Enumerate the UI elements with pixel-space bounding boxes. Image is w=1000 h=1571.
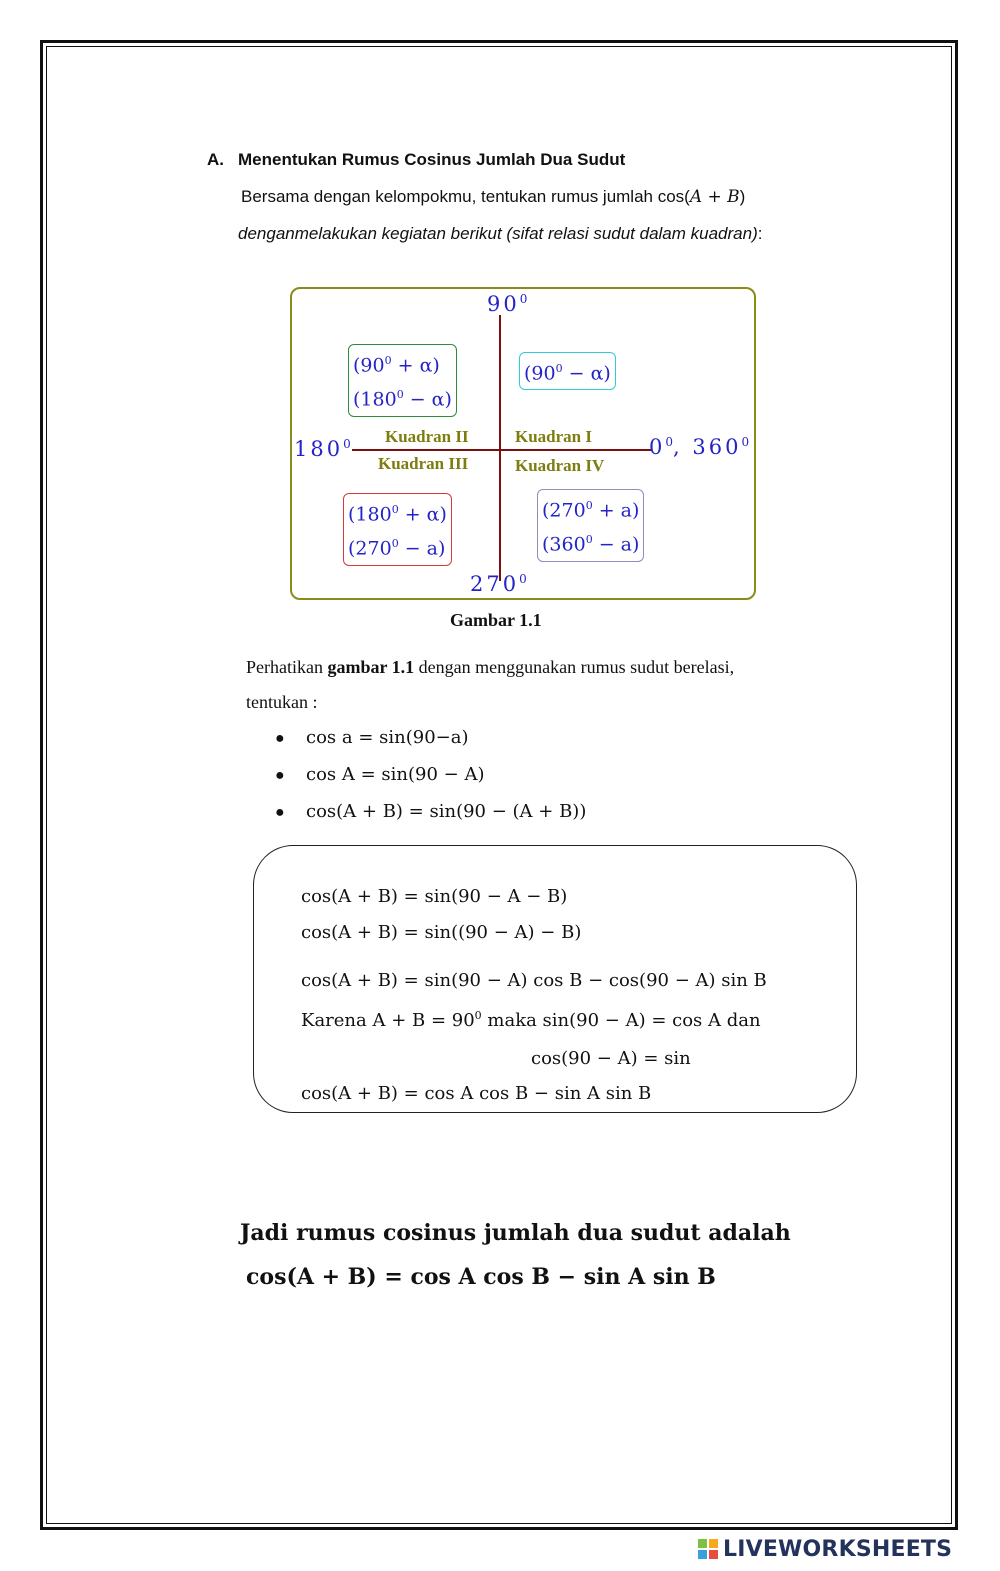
quadrant-3-relations: $(180^0 + \alpha)$ $(270^0 - a)$ <box>343 493 452 566</box>
proof-box <box>253 845 857 1113</box>
label-kuadran-3: Kuadran III <box>378 454 469 473</box>
label-kuadran-2: Kuadran II <box>385 427 469 446</box>
list-item: ● cos A = sin(90 − A) <box>275 764 485 785</box>
quadrant-4-relations: $(270^0 + a)$ $(360^0 - a)$ <box>537 489 644 562</box>
label-90-degrees: $90^0$ <box>487 292 528 316</box>
proof-line-1: cos(A + B) = sin(90 − A − B) <box>301 886 568 907</box>
logo-text: LIVEWORKSHEETS <box>723 1536 953 1562</box>
list-item: ● cos a = sin(90−a) <box>275 727 469 748</box>
label-180-degrees: $180^0$ <box>294 437 351 461</box>
proof-line-4: Karena $A + B = 90^0$ maka sin(90 − A) = cos A dan <box>301 1009 761 1031</box>
label-kuadran-1: Kuadran I <box>515 427 592 446</box>
proof-line-5: cos(90 − A) = sin <box>531 1048 691 1069</box>
bullet-dot-icon: ● <box>275 730 285 747</box>
proof-line-6: cos(A + B) = cos A cos B − sin A sin B <box>301 1083 652 1104</box>
vertical-axis <box>499 315 501 581</box>
proof-line-3: cos(A + B) = sin(90 − A) cos B − cos(90 − A) sin B <box>301 970 767 991</box>
conclusion-formula: cos(A + B) = cos A cos B − sin A sin B <box>246 1264 716 1290</box>
figure-caption: Gambar 1.1 <box>450 610 542 630</box>
instruction-line-2: tentukan : <box>246 692 318 712</box>
activity-instruction <box>238 224 762 244</box>
conclusion-heading: Jadi rumus cosinus jumlah dua sudut adalah <box>240 1220 791 1246</box>
label-270-degrees: $270^0$ <box>470 572 527 596</box>
section-title: Menentukan Rumus Cosinus Jumlah Dua Sudut <box>238 150 626 169</box>
intro-math: A + B <box>689 187 740 207</box>
label-0-360-degrees: $0^0$, $360^0$ <box>649 435 750 459</box>
bullet-list <box>275 727 586 838</box>
intro-text <box>241 187 745 207</box>
section-heading <box>207 150 625 170</box>
activity-instruction-end: : <box>757 224 763 243</box>
label-kuadran-4: Kuadran IV <box>515 456 605 475</box>
list-item: ● cos(A + B) = sin(90 − (A + B)) <box>275 801 587 822</box>
quadrant-2-relations: $(90^0 + \alpha)$ $(180^0 - \alpha)$ <box>348 344 457 417</box>
horizontal-axis <box>352 449 652 451</box>
proof-line-2: cos(A + B) = sin((90 − A) − B) <box>301 922 582 943</box>
liveworksheets-logo <box>698 1532 952 1566</box>
bullet-dot-icon: ● <box>275 804 285 821</box>
activity-instruction-text: denganmelakukan kegiatan berikut (sifat relasi sudut dalam kuadran) <box>238 224 758 243</box>
logo-squares-icon <box>698 1539 718 1559</box>
quadrant-figure <box>290 287 756 600</box>
instruction-line-1: Perhatikan gambar 1.1 dengan menggunakan rumus sudut berelasi, <box>246 657 735 677</box>
bullet-dot-icon: ● <box>275 767 285 784</box>
intro-text-body: Bersama dengan kelompokmu, tentukan rumus jumlah cos( <box>241 187 690 206</box>
figure-reference: gambar 1.1 <box>327 657 415 677</box>
section-letter: A. <box>207 150 224 169</box>
intro-close: ) <box>739 187 746 206</box>
quadrant-1-relations: $(90^0 - \alpha)$ <box>519 352 616 390</box>
